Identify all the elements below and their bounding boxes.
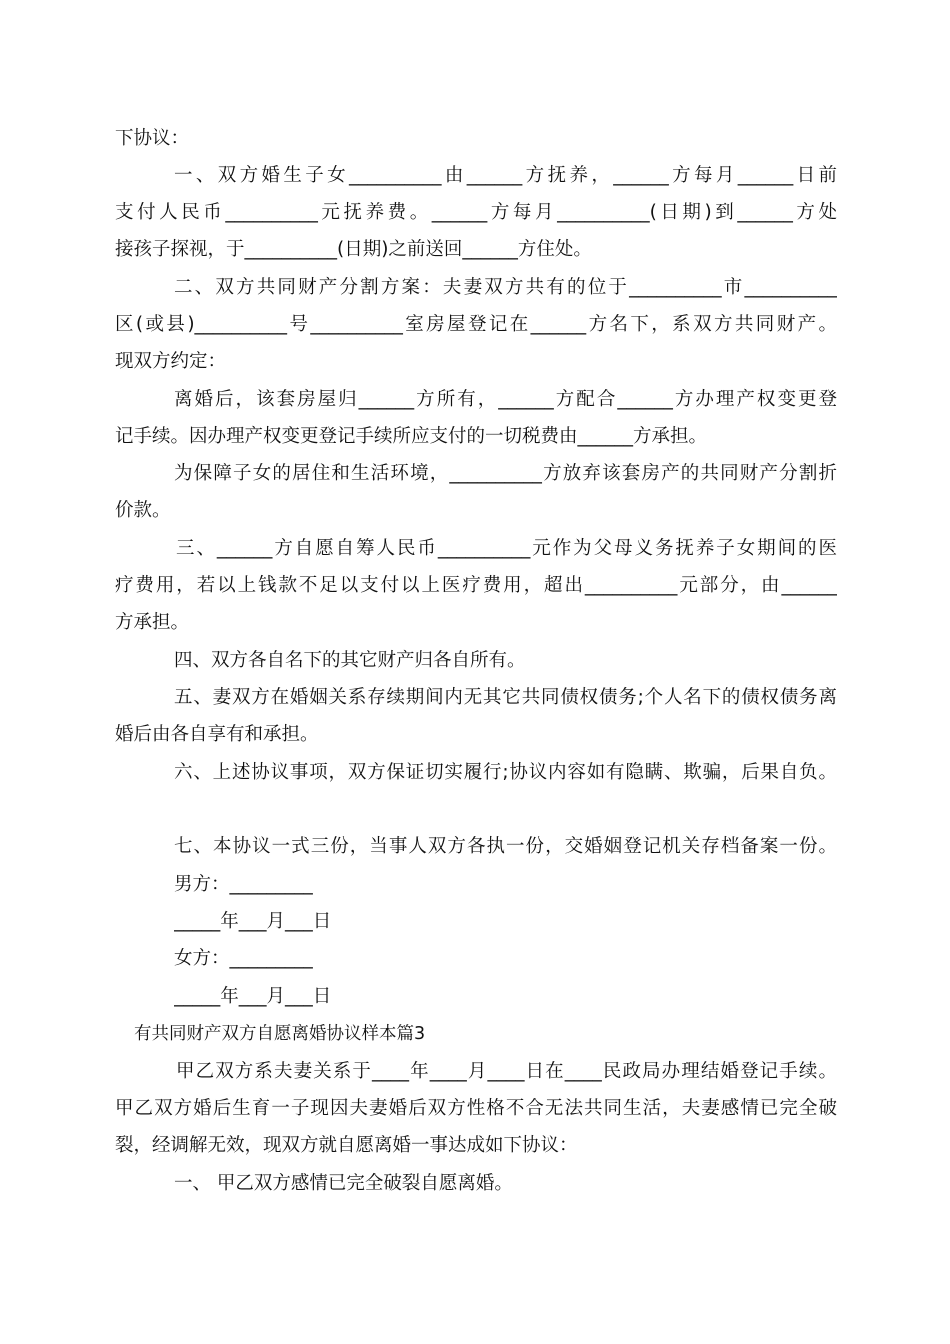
male-date-line: _____年___月___日 xyxy=(174,911,332,932)
clause-4-line: 四、双方各自名下的其它财产归各自所有。 xyxy=(174,650,526,671)
female-signature-line: 女方：_________ xyxy=(174,948,313,969)
clause-2-line-1: 二、双方共同财产分割方案：夫妻双方共有的位于__________市__________ xyxy=(174,277,837,298)
waiver-paragraph-line-1: 为保障子女的居住和生活环境，__________方放弃该套房产的共同财产分割折 xyxy=(174,463,837,484)
clause-6-line: 六、上述协议事项，双方保证切实履行;协议内容如有隐瞒、欺骗，后果自负。 xyxy=(174,762,837,783)
section-heading: 有共同财产双方自愿离婚协议样本篇3 xyxy=(134,1024,426,1044)
clause-1-line-3: 接孩子探视，于__________(日期)之前送回______方住处。 xyxy=(115,239,592,260)
male-signature-line: 男方：_________ xyxy=(174,874,313,895)
female-date-line: _____年___月___日 xyxy=(174,986,332,1007)
house-paragraph-line-2: 记手续。因办理产权变更登记手续所应支付的一切税费由______方承担。 xyxy=(115,426,708,447)
new-clause-1-line: 一、 甲乙双方感情已完全破裂自愿离婚。 xyxy=(174,1173,513,1194)
waiver-paragraph-line-2: 价款。 xyxy=(115,500,171,521)
intro-line-1: 甲乙双方系夫妻关系于____年____月____日在____民政局办理结婚登记手续。 xyxy=(176,1061,837,1082)
intro-line-2: 甲乙双方婚后生育一子现因夫妻婚后双方性格不合无法共同生活，夫妻感情已完全破 xyxy=(115,1098,837,1119)
clause-7-line: 七、本协议一式三份，当事人双方各执一份，交婚姻登记机关存档备案一份。 xyxy=(174,836,837,857)
clause-2-line-3: 现双方约定： xyxy=(115,351,227,372)
clause-2-line-2: 区(或县)__________号__________室房屋登记在______方名下，系双方共同财产。 xyxy=(115,314,837,335)
clause-1-line-2: 支付人民币__________元抚养费。______方每月__________(日期)到______方处 xyxy=(115,202,837,223)
clause-5-line-1: 五、妻双方在婚姻关系存续期间内无其它共同债权债务;个人名下的债权债务离 xyxy=(174,687,837,708)
clause-3-line-1: 三、______方自愿自筹人民币__________元作为父母义务抚养子女期间的医 xyxy=(176,538,837,559)
house-paragraph-line-1: 离婚后，该套房屋归______方所有，______方配合______方办理产权变更登 xyxy=(174,389,837,410)
paragraph-line: 下协议： xyxy=(115,128,190,149)
intro-line-3: 裂，经调解无效，现双方就自愿离婚一事达成如下协议： xyxy=(115,1135,578,1156)
clause-5-line-2: 婚后由各自享有和承担。 xyxy=(115,724,319,745)
clause-3-line-3: 方承担。 xyxy=(115,612,190,633)
clause-3-line-2: 疗费用，若以上钱款不足以支付以上医疗费用，超出__________元部分，由______ xyxy=(115,575,837,596)
clause-1-line-1: 一、双方婚生子女__________由______方抚养，______方每月______日前 xyxy=(174,165,837,186)
